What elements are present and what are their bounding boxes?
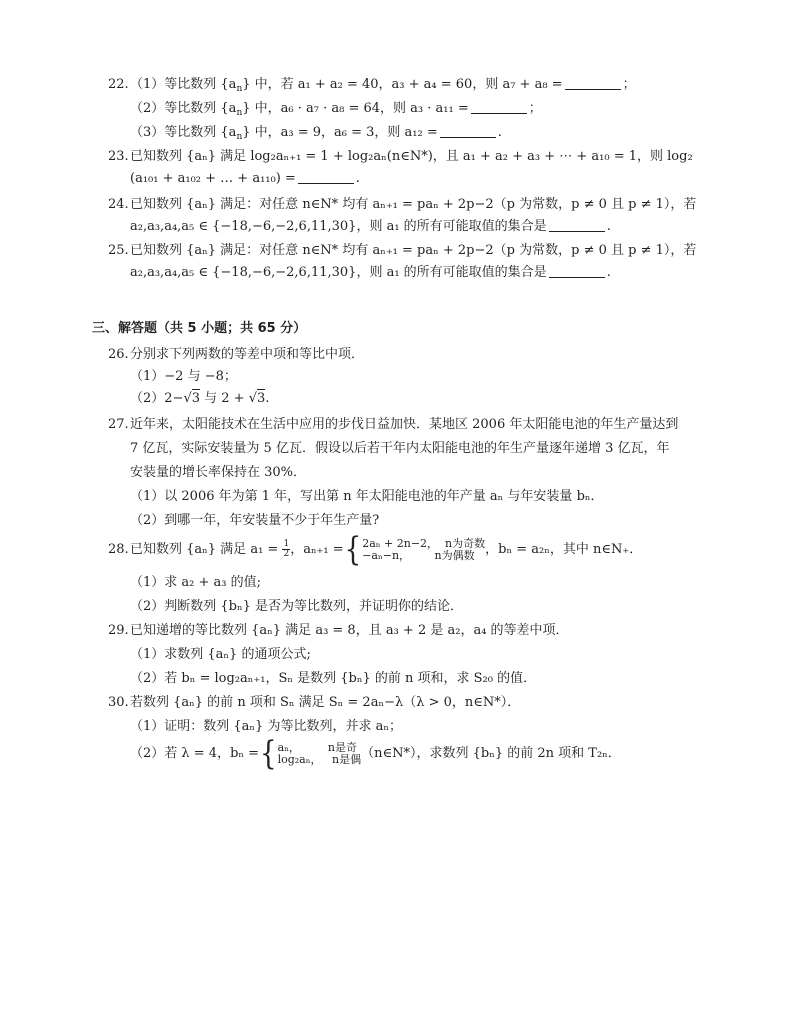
q22-number: 22.: [108, 77, 129, 92]
q22-answer-blank-2[interactable]: [471, 101, 527, 114]
q27-line1: 27.近年来，太阳能技术在生活中应用的步伐日益加快．某地区 2006 年太阳能电池的年生产量达到: [108, 417, 679, 432]
q30-part1: （1）证明：数列 {aₙ} 为等比数列，并求 aₙ；: [130, 719, 402, 734]
q25-answer-blank[interactable]: [549, 265, 605, 278]
sqrt-icon: √: [183, 391, 192, 406]
q23-answer-blank[interactable]: [298, 171, 354, 184]
q23-number: 23.: [108, 149, 129, 164]
q25-line1: 25.已知数列 {aₙ} 满足：对任意 n∈N* 均有 aₙ₊₁ = paₙ + 2p−2（p 为常数，p ≠ 0 且 p ≠ 1），若: [108, 243, 697, 258]
fraction-one-half: $\frac{1}{2}$: [283, 539, 290, 559]
q27-number: 27.: [108, 417, 129, 432]
q28-number: 28.: [108, 542, 129, 557]
q30-stem: 30.若数列 {aₙ} 的前 n 项和 Sₙ 满足 Sₙ = 2aₙ−λ（λ > 0，n∈N*）．: [108, 695, 521, 710]
left-brace-icon: {: [344, 530, 362, 569]
q28-stem: 28.已知数列 {aₙ} 满足 a₁ = $\frac{1}{2}$ ，aₙ₊₁ ={ 2aₙ + 2n−2， n为奇数 −aₙ−n， n为偶数 ，bₙ = a₂ₙ，其中 n∈N₊．: [108, 530, 643, 569]
sqrt-icon: √: [248, 391, 258, 406]
left-brace-icon: {: [260, 734, 277, 773]
q24-line2: a₂,a₃,a₄,a₅ ∈ {−18,−6,−2,6,11,30}，则 a₁ 的所有可能取值的集合是 .: [130, 219, 611, 234]
q26-part1: （1）−2 与 −8；: [130, 369, 237, 384]
q29-number: 29.: [108, 623, 129, 638]
q22-part1: 22.（1）等比数列 $\{a_n\}$ 中，若 a₁ + a₂ = 40，a₃ + a₄ = 60，则 a₇ + a₈ = ；: [108, 77, 636, 94]
q22-part3: （3）等比数列 $\{a_n\}$ 中，a₃ = 9，a₆ = 3，则 a₁₂ = .: [130, 125, 502, 142]
q23-line2: (a₁₀₁ + a₁₀₂ + … + a₁₁₀) = .: [130, 171, 360, 186]
q24-line1: 24.已知数列 {aₙ} 满足：对任意 n∈N* 均有 aₙ₊₁ = paₙ + 2p−2（p 为常数，p ≠ 0 且 p ≠ 1），若: [108, 197, 697, 212]
q22-answer-blank-3[interactable]: [440, 125, 496, 138]
q27-part2: （2）到哪一年，年安装量不少于年生产量?: [130, 513, 380, 528]
q22-part2: （2）等比数列 $\{a_n\}$ 中，a₆ · a₇ · a₈ = 64，则 a₃ · a₁₁ = ；: [130, 101, 542, 118]
q26-part2: （2）2−√3 与 2 + √3.: [130, 391, 270, 406]
q25-line2: a₂,a₃,a₄,a₅ ∈ {−18,−6,−2,6,11,30}，则 a₁ 的所有可能取值的集合是 .: [130, 265, 611, 280]
q28-part2: （2）判断数列 {bₙ} 是否为等比数列，并证明你的结论．: [130, 599, 464, 614]
q29-stem: 29.已知递增的等比数列 {aₙ} 满足 a₃ = 8，且 a₃ + 2 是 a₂，a₄ 的等差中项．: [108, 623, 569, 638]
q23-line1: 23.已知数列 {aₙ} 满足 log₂aₙ₊₁ = 1 + log₂aₙ(n∈N*)，且 a₁ + a₂ + a₃ + ⋯ + a₁₀ = 1，则 log₂: [108, 149, 693, 164]
q24-number: 24.: [108, 197, 129, 212]
q30-part2: （2）若 λ = 4，bₙ ={ aₙ， n是奇 log₂aₙ， n是偶 （n∈N*），求数列 {bₙ} 的前 2n 项和 T₂ₙ．: [130, 734, 621, 773]
q24-answer-blank[interactable]: [549, 219, 605, 232]
q25-number: 25.: [108, 243, 129, 258]
q30-number: 30.: [108, 695, 129, 710]
q26-number: 26.: [108, 347, 129, 362]
piecewise-cases: aₙ， n是奇 log₂aₙ， n是偶: [277, 740, 362, 766]
q29-part2: （2）若 bₙ = log₂aₙ₊₁，Sₙ 是数列 {bₙ} 的前 n 项和，求 S₂₀ 的值．: [130, 671, 537, 686]
piecewise-cases: 2aₙ + 2n−2， n为奇数 −aₙ−n， n为偶数: [362, 536, 486, 562]
q27-line3: 安装量的增长率保持在 30%．: [130, 465, 307, 480]
q27-line2: 7 亿瓦，实际安装量为 5 亿瓦．假设以后若干年内太阳能电池的年生产量逐年递增 3 亿瓦，年: [130, 441, 670, 456]
section-3-title: 三、解答题（共 5 小题；共 65 分）: [92, 321, 307, 336]
q29-part1: （1）求数列 {aₙ} 的通项公式;: [130, 647, 311, 662]
q26-stem: 26.分别求下列两数的等差中项和等比中项．: [108, 347, 365, 362]
q28-part1: （1）求 a₂ + a₃ 的值;: [130, 575, 261, 590]
q27-part1: （1）以 2006 年为第 1 年，写出第 n 年太阳能电池的年产量 aₙ 与年安装量 bₙ．: [130, 489, 604, 504]
q22-answer-blank-1[interactable]: [565, 77, 621, 90]
